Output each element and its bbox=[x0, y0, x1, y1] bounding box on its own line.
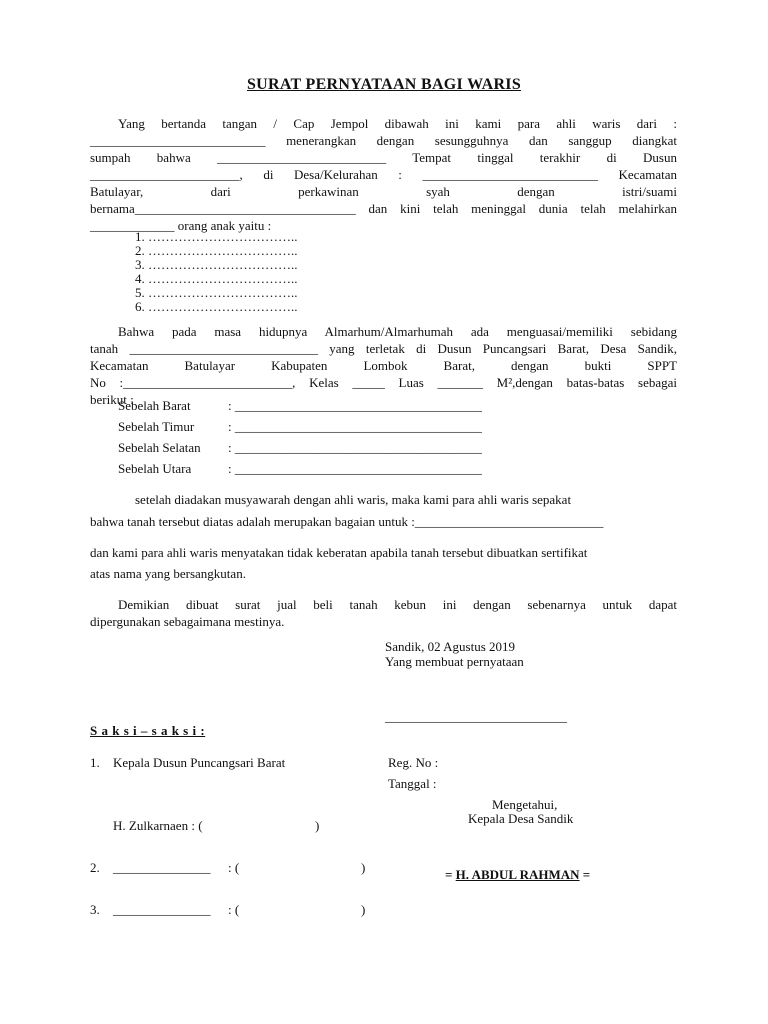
land-line: tanah _____________________________ yang terletak di Dusun Puncangsari Barat, Desa Sandik, bbox=[90, 341, 677, 356]
border-value: : ______________________________________ bbox=[228, 398, 482, 413]
land-line: berikut : bbox=[90, 392, 134, 407]
agreement-line: setelah diadakan musyawarah dengan ahli waris, maka kami para ahli waris sepakat bbox=[135, 492, 572, 507]
closing-line: dipergunakan sebagaimana mestinya. bbox=[90, 614, 285, 629]
list-item: 4. …………………………….. bbox=[135, 271, 298, 286]
border-label: Sebelah Timur bbox=[118, 419, 195, 434]
signature-line: ____________________________ bbox=[385, 709, 567, 724]
intro-line: Yang bertanda tangan / Cap Jempol dibawah ini kami para ahli waris dari : bbox=[118, 116, 677, 131]
witness-number: 3. bbox=[90, 902, 100, 917]
land-line: Kecamatan Batulayar Kabupaten Lombok Barat, dengan bukti SPPT bbox=[90, 358, 677, 373]
intro-line: sumpah bahwa __________________________ Tempat tinggal terakhir di Dusun bbox=[90, 150, 677, 165]
village-head-name: H. ABDUL RAHMAN bbox=[455, 867, 580, 882]
village-head-title: Kepala Desa Sandik bbox=[468, 811, 574, 826]
border-label: Sebelah Barat bbox=[118, 398, 191, 413]
intro-line: _____________ orang anak yaitu : bbox=[90, 218, 272, 233]
paren-close: ) bbox=[361, 860, 366, 875]
witness-title: Kepala Dusun Puncangsari Barat bbox=[113, 755, 286, 770]
border-value: : ______________________________________ bbox=[228, 461, 482, 476]
no-objection-line: dan kami para ahli waris menyatakan tidak keberatan apabila tanah tersebut dibuatkan sertifikat bbox=[90, 545, 588, 560]
witness-blank: _______________ bbox=[113, 902, 211, 917]
document-title: SURAT PERNYATAAN BAGI WARIS bbox=[246, 76, 522, 93]
border-label: Sebelah Selatan bbox=[118, 440, 201, 455]
intro-line: ___________________________ menerangkan dengan sesungguhnya dan sanggup diangkat bbox=[90, 133, 677, 148]
agreement-line: bahwa tanah tersebut diatas adalah merupakan bagaian untuk :_____________________________ bbox=[90, 514, 604, 529]
border-label: Sebelah Utara bbox=[118, 461, 192, 476]
maker-label: Yang membuat pernyataan bbox=[385, 654, 524, 669]
closing-line: Demikian dibuat surat jual beli tanah kebun ini dengan sebenarnya untuk dapat bbox=[118, 597, 677, 612]
list-item: 2. …………………………….. bbox=[135, 243, 298, 258]
list-item: 1. …………………………….. bbox=[135, 229, 298, 244]
list-item: 6. …………………………….. bbox=[135, 299, 298, 314]
border-value: : ______________________________________ bbox=[228, 419, 482, 434]
eq-right: = bbox=[579, 867, 591, 882]
intro-line: bernama__________________________________ dan kini telah meninggal dunia telah melahirkan bbox=[90, 201, 677, 216]
intro-line: _______________________, di Desa/Kelurahan : ___________________________ Kecamatan bbox=[90, 167, 677, 182]
list-item: 5. …………………………….. bbox=[135, 285, 298, 300]
land-line: Bahwa pada masa hidupnya Almarhum/Almarhumah ada menguasai/memiliki sebidang bbox=[118, 324, 677, 339]
paren-open: : ( bbox=[228, 860, 240, 875]
paren-open: : ( bbox=[228, 902, 240, 917]
intro-line: Batulayar, dari perkawinan syah dengan istri/suami bbox=[90, 184, 677, 199]
place-date: Sandik, 02 Agustus 2019 bbox=[385, 639, 516, 654]
land-line: No :__________________________, Kelas _____ Luas _______ M²,dengan batas-batas sebagai bbox=[90, 375, 677, 390]
paren-close: ) bbox=[361, 902, 366, 917]
paren-close: ) bbox=[315, 818, 320, 833]
reg-no-label: Reg. No : bbox=[388, 755, 439, 770]
witness-number: 1. bbox=[90, 755, 100, 770]
village-head-name-block bbox=[445, 867, 590, 883]
eq-left: = bbox=[445, 867, 456, 882]
list-item: 3. …………………………….. bbox=[135, 257, 298, 272]
acknowledge-label: Mengetahui, bbox=[492, 797, 558, 812]
witness-heading: S a k s i – s a k s i : bbox=[90, 723, 206, 738]
witness-name: H. Zulkarnaen : ( bbox=[113, 818, 203, 833]
border-value: : ______________________________________ bbox=[228, 440, 482, 455]
tanggal-label: Tanggal : bbox=[388, 776, 437, 791]
witness-blank: _______________ bbox=[113, 860, 211, 875]
no-objection-line: atas nama yang bersangkutan. bbox=[90, 566, 246, 581]
witness-number: 2. bbox=[90, 860, 100, 875]
